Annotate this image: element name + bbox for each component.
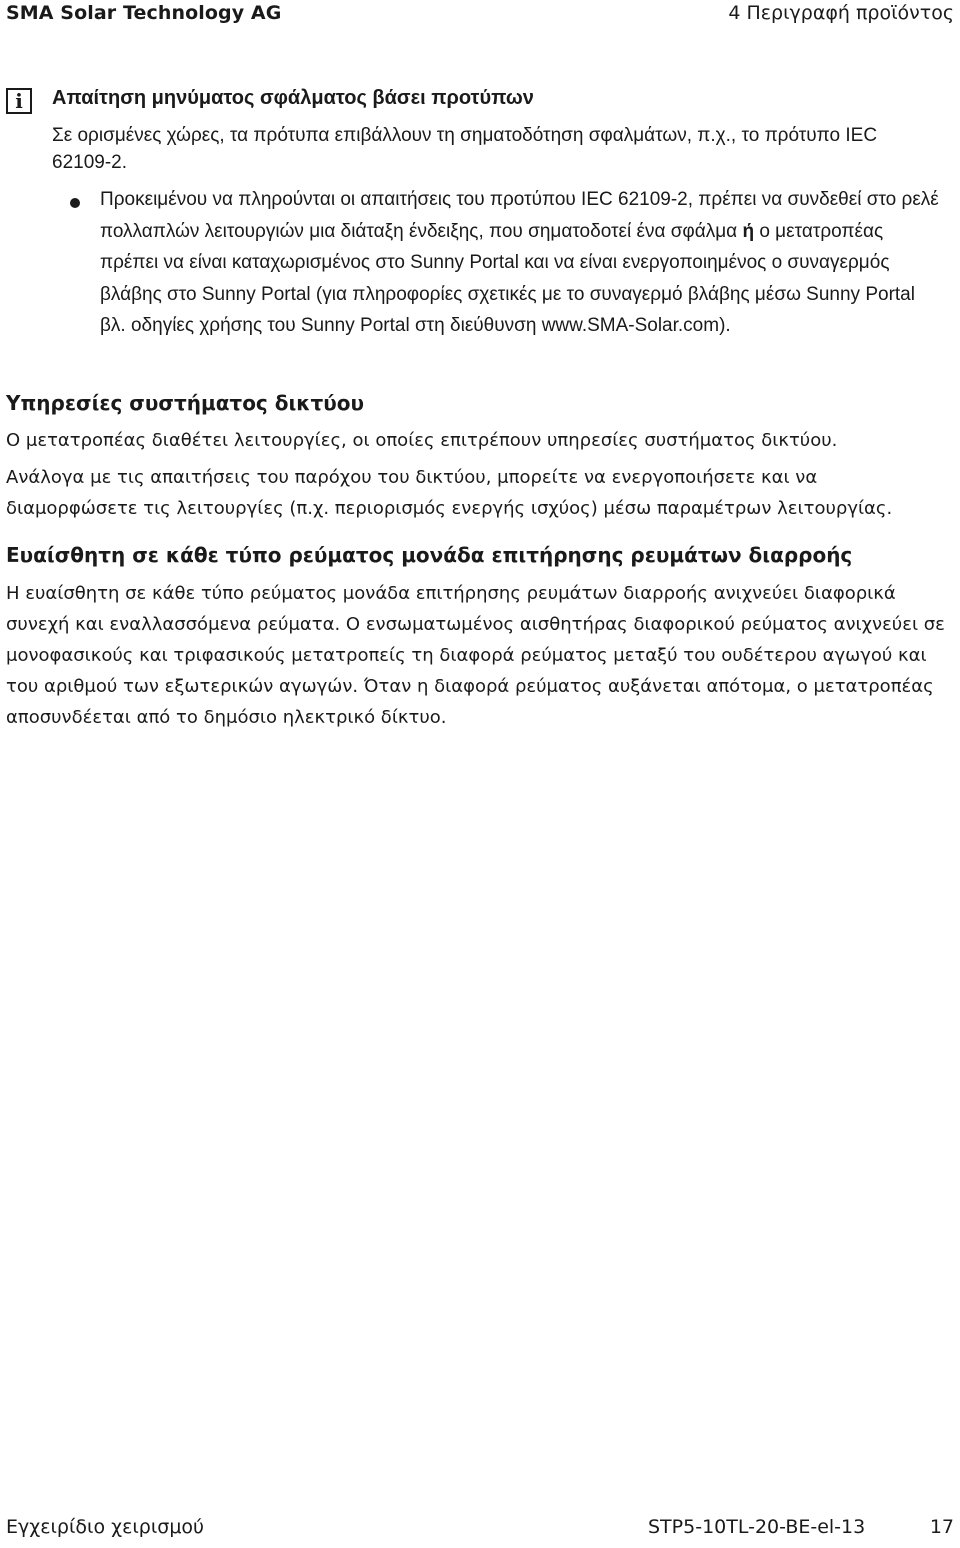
bullet-text-bold: ή (742, 220, 755, 242)
info-icon: i (6, 88, 32, 114)
page-number: 17 (929, 1516, 954, 1538)
company-name: SMA Solar Technology AG (6, 2, 282, 24)
bullet-dot-icon (70, 198, 80, 208)
manual-title: Εγχειρίδιο χειρισμού (6, 1516, 205, 1538)
section-heading-residual-current: Ευαίσθητη σε κάθε τύπο ρεύματος μονάδα επιτήρησης ρευμάτων διαρροής (6, 543, 853, 567)
paragraph: Ανάλογα με τις απαιτήσεις του παρόχου του δικτύου, μπορείτε να ενεργοποιήσετε και να διαμορφώσετε τις λειτουργίες (π.χ. περιορισμός ενεργής ισχύος) μέσω παραμέτρων λειτουργίας. (6, 467, 893, 519)
bullet-text-part: ο μετατροπέας πρέπει να είναι καταχωρισμένος στο Sunny Portal και να είναι ενεργοποιημένος ο συναγερμός βλάβης στο Sunny Portal (για πληροφορίες σχετικές με το συναγερμό βλάβης μέσω Sunny Portal βλ. οδηγίες χρήσης του Sunny Portal στη διεύθυνση www.SMA-Solar.com). (100, 220, 915, 336)
section-heading-grid-services: Υπηρεσίες συστήματος δικτύου (6, 391, 365, 415)
bullet-text-part: Προκειμένου να πληρούνται οι απαιτήσεις του προτύπου IEC 62109-2, πρέπει να συνδεθεί στο ρελέ πολλαπλών λειτουργιών μια διάταξη ένδειξης, που σηματοδοτεί ένα σφάλμα (100, 189, 939, 242)
page-header (6, 0, 954, 30)
paragraph: Ο μετατροπέας διαθέτει λειτουργίες, οι οποίες επιτρέπουν υπηρεσίες συστήματος δικτύου. (6, 430, 838, 451)
chapter-title: 4 Περιγραφή προϊόντος (728, 2, 954, 24)
page-footer (6, 1516, 954, 1546)
notice-title: Απαίτηση μηνύματος σφάλματος βάσει προτύπων (52, 87, 534, 109)
notice-bullet-text (100, 184, 940, 342)
document-code: STP5-10TL-20-BE-el-13 (648, 1516, 866, 1538)
paragraph: Η ευαίσθητη σε κάθε τύπο ρεύματος μονάδα επιτήρησης ρευμάτων διαρροής ανιχνεύει διαφορικά συνεχή και εναλλασσόμενα ρεύματα. Ο ενσωματωμένος αισθητήρας διαφορικού ρεύματος ανιχνεύει σε μονοφασικούς και τριφασικούς μετατροπείς τη διαφορά ρεύματος μεταξύ του ουδέτερου αγωγού και του αριθμού των εξωτερικών αγωγών. Όταν η διαφορά ρεύματος αυξάνεται απότομα, ο μετατροπέας αποσυνδέεται από το δημόσιο ηλεκτρικό δίκτυο. (6, 583, 945, 728)
notice-intro: Σε ορισμένες χώρες, τα πρότυπα επιβάλλουν τη σηματοδότηση σφαλμάτων, π.χ., το πρότυπο IEC 62109-2. (52, 125, 878, 173)
